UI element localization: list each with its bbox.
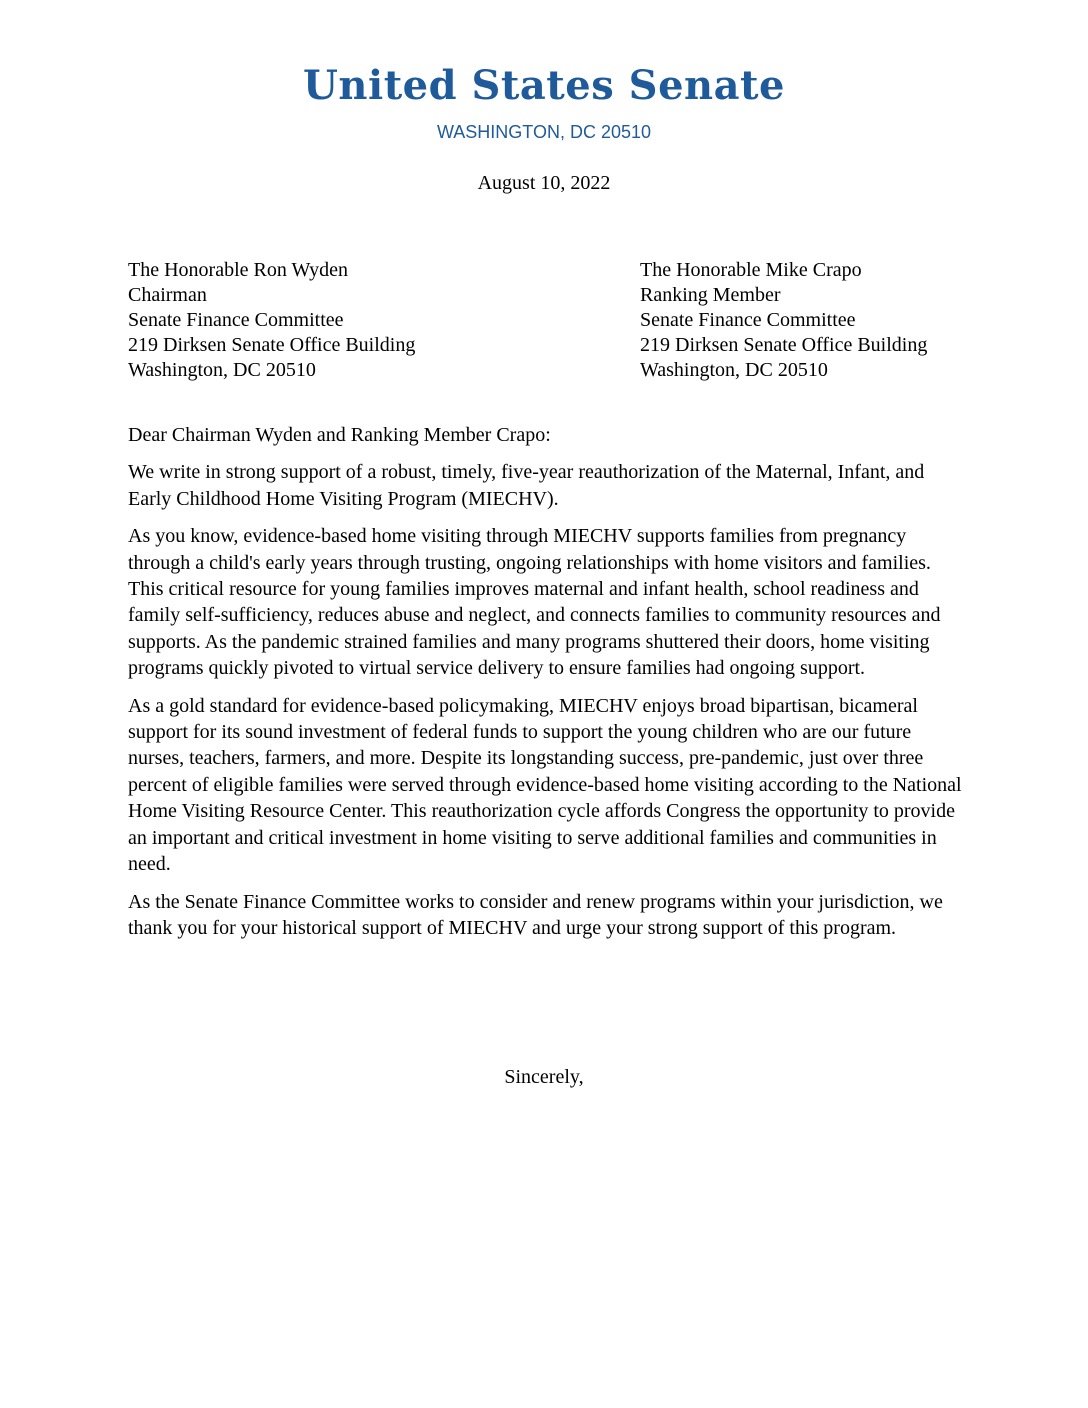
recipient-city: Washington, DC 20510 bbox=[128, 359, 316, 381]
recipient-name: The Honorable Ron Wyden bbox=[128, 259, 349, 281]
recipient-address-right bbox=[640, 258, 927, 383]
paragraph-1: We write in strong support of a robust, timely, five-year reauthorization of the Maternal, Infant, and Early Childhood Home Visiting Program (MIECHV). bbox=[128, 461, 925, 510]
recipient-name: The Honorable Mike Crapo bbox=[640, 259, 862, 281]
closing: Sincerely, bbox=[504, 1066, 584, 1088]
recipient-city: Washington, DC 20510 bbox=[640, 359, 828, 381]
paragraph-2: As you know, evidence-based home visiting through MIECHV supports families from pregnancy through a child's early years through trusting, ongoing relationships with home visitors and families. This critical resource for young families improves maternal and infant health, school readiness and family self-sufficiency, reduces abuse and neglect, and connects families to community resources and supports. As the pandemic strained families and many programs shuttered their doors, home visiting programs quickly pivoted to virtual service delivery to ensure families had ongoing support. bbox=[128, 525, 941, 680]
recipient-committee: Senate Finance Committee bbox=[640, 309, 856, 331]
recipient-building: 219 Dirksen Senate Office Building bbox=[128, 334, 416, 356]
paragraph-4: As the Senate Finance Committee works to consider and renew programs within your jurisdiction, we thank you for your historical support of MIECHV and urge your strong support of this program. bbox=[128, 890, 943, 939]
recipient-address-left bbox=[128, 258, 415, 383]
recipient-role: Chairman bbox=[128, 284, 207, 306]
recipient-role: Ranking Member bbox=[640, 284, 781, 306]
letterhead-address: WASHINGTON, DC 20510 bbox=[436, 122, 652, 142]
salutation: Dear Chairman Wyden and Ranking Member Crapo: bbox=[128, 424, 551, 446]
letter-date: August 10, 2022 bbox=[477, 172, 611, 194]
recipient-committee: Senate Finance Committee bbox=[128, 309, 344, 331]
letterhead-title: United States Senate bbox=[303, 62, 785, 109]
paragraph-3: As a gold standard for evidence-based policymaking, MIECHV enjoys broad bipartisan, bicameral support for its sound investment of federal funds to support the young children who are our future nurses, teachers, farmers, and more. Despite its longstanding success, pre-pandemic, just over three percent of eligible families were served through evidence-based home visiting according to the National Home Visiting Resource Center. This reauthorization cycle affords Congress the opportunity to provide an important and critical investment in home visiting to serve additional families and communities in need. bbox=[128, 694, 962, 876]
recipient-building: 219 Dirksen Senate Office Building bbox=[640, 334, 928, 356]
letter-body bbox=[128, 422, 962, 952]
